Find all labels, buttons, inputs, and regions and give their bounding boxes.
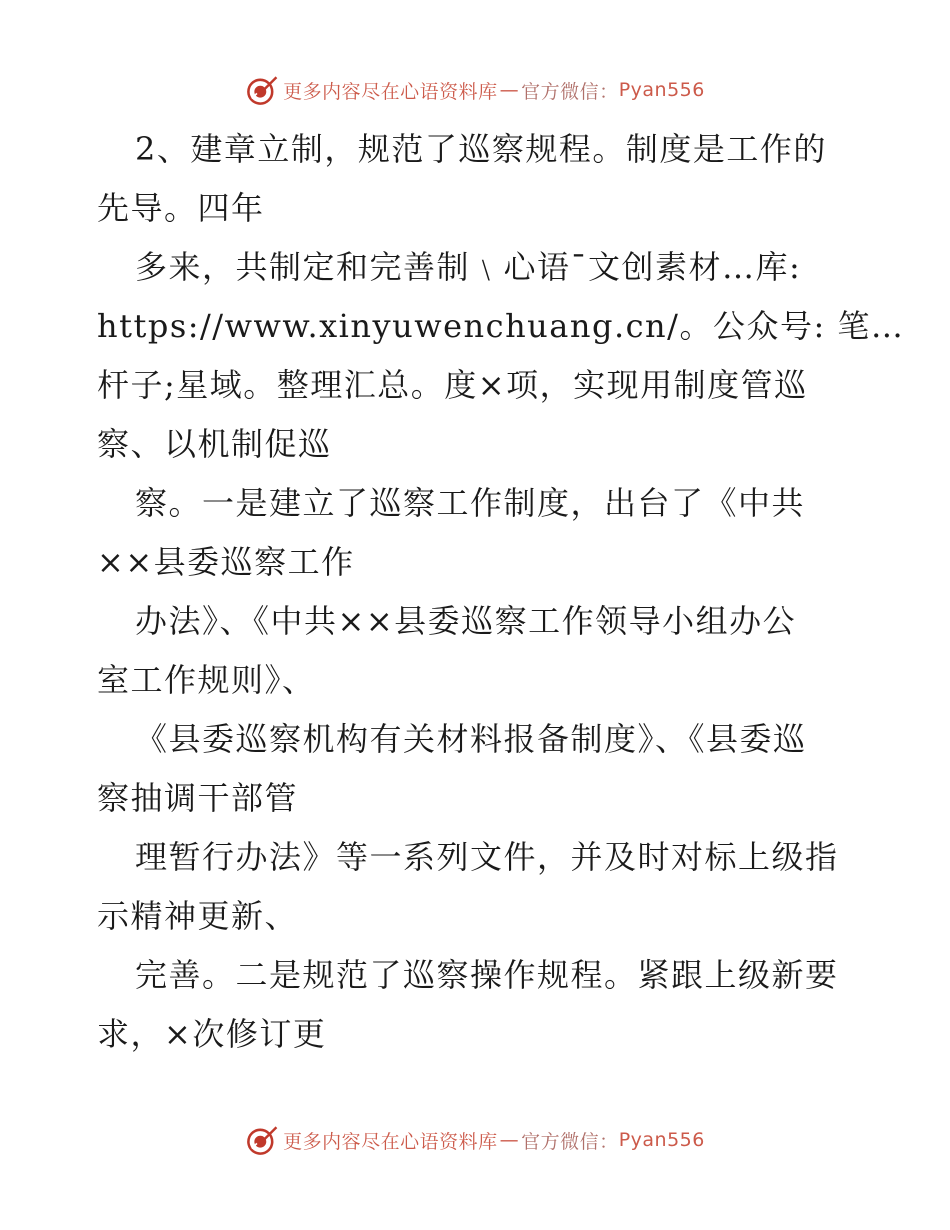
text-line: ××县委巡察工作	[97, 543, 355, 581]
banner-separator: —	[499, 1129, 520, 1151]
text-line: 示精神更新、	[97, 897, 299, 935]
text-line: https://www.xinyuwenchuang.cn/。公众号: 笔…	[97, 307, 905, 345]
banner-wechat-label: 官方微信：	[521, 1130, 619, 1153]
text-line: 杆子;星域。整理汇总。度×项，实现用制度管巡	[97, 366, 808, 404]
text-line: 先导。四年	[97, 189, 265, 227]
banner-account: Pyan556	[618, 1129, 705, 1151]
text-line: 办法》、《中共××县委巡察工作领导小组办公	[135, 602, 797, 640]
text-line: 察。一是建立了巡察工作制度，出台了《中共	[135, 484, 806, 522]
pen-logo-icon	[245, 73, 279, 107]
pen-logo-icon	[245, 1123, 279, 1157]
text-line: 多来，共制定和完善制﹨心语¯文创素材…库:	[135, 248, 802, 286]
text-line: 完善。二是规范了巡察操作规程。紧跟上级新要	[135, 956, 839, 994]
banner-text: 更多内容尽在心语资料库	[283, 1130, 498, 1153]
text-line: 2、建章立制，规范了巡察规程。制度是工作的	[135, 130, 827, 168]
header-banner	[0, 70, 950, 110]
text-line: 求，×次修订更	[97, 1015, 327, 1053]
document-body	[97, 120, 905, 1064]
banner-wechat-label: 官方微信：	[521, 80, 619, 103]
banner-separator: —	[499, 79, 520, 101]
text-line: 察、以机制促巡	[97, 425, 332, 463]
banner-text: 更多内容尽在心语资料库	[283, 80, 498, 103]
text-line: 理暂行办法》等一系列文件，并及时对标上级指	[135, 838, 839, 876]
banner-account: Pyan556	[618, 79, 705, 101]
text-line: 察抽调干部管	[97, 779, 299, 817]
footer-banner	[0, 1120, 950, 1160]
text-line: 室工作规则》、	[97, 661, 316, 699]
text-line: 《县委巡察机构有关材料报备制度》、《县委巡	[135, 720, 807, 758]
